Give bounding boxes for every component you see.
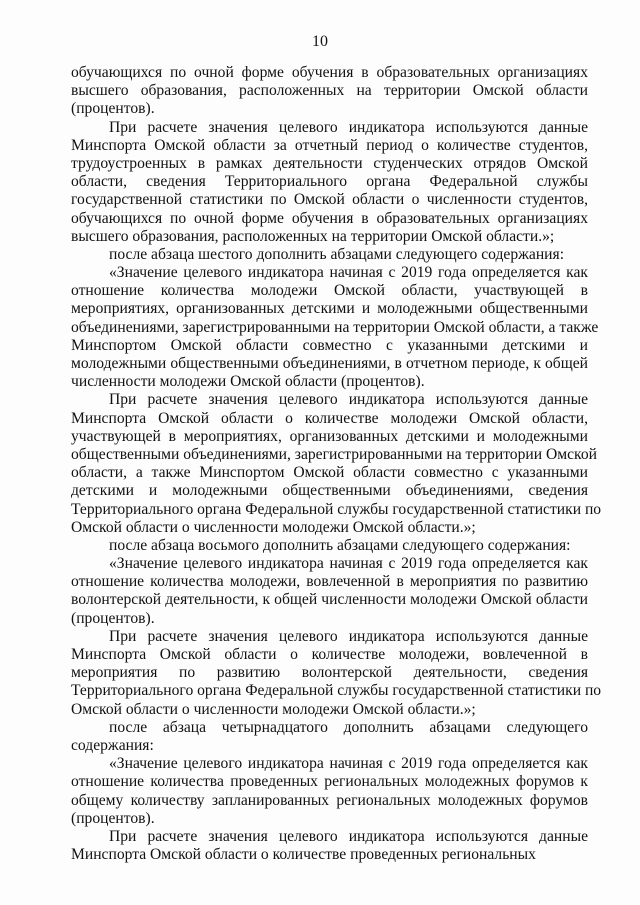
text-line: отношение количества молодежи, вовлеченной в мероприятия по развитию	[71, 573, 588, 591]
text-line: высшего образования, расположенных на территории Омской области	[71, 82, 588, 100]
paragraph	[71, 719, 588, 755]
document-body	[71, 64, 602, 864]
text-line: мероприятия по развитию волонтерской деятельности, сведения	[71, 664, 588, 682]
paragraph	[71, 391, 602, 537]
page-number: 10	[312, 33, 328, 50]
text-line: обучающихся по очной форме обучения в образовательных организациях	[71, 209, 588, 227]
text-line: общественными объединениями, зарегистрированными на территории Омской	[71, 445, 597, 463]
text-line: мероприятиях, организованных детскими и молодежными общественными	[71, 300, 588, 318]
paragraph	[71, 555, 588, 628]
text-line: трудоустроенных в рамках деятельности студенческих отрядов Омской	[71, 154, 588, 172]
text-line: волонтерской деятельности, к общей численности молодежи Омской области	[71, 591, 588, 609]
text-line: При расчете значения целевого индикатора используются данные	[109, 827, 588, 845]
text-line: обучающихся по очной форме обучения в образовательных организациях	[71, 64, 588, 81]
text-line: Омской области о численности молодежи Омской области.»;	[71, 518, 476, 536]
text-line: после абзаца восьмого дополнить абзацами следующего содержания:	[109, 536, 571, 554]
text-line: При расчете значения целевого индикатора используются данные	[109, 627, 588, 645]
text-line: объединениями, зарегистрированными на территории Омской области, а также	[71, 318, 599, 336]
paragraph	[71, 627, 602, 719]
text-line: При расчете значения целевого индикатора используются данные	[109, 118, 588, 136]
text-line: области, а также Минспортом Омской области совместно с указанными	[71, 464, 588, 482]
text-line: Территориального органа Федеральной службы государственной статистики по	[71, 682, 602, 700]
text-line: Омской области о численности молодежи Омской области.»;	[71, 700, 476, 718]
paragraph	[71, 264, 599, 391]
paragraph	[71, 64, 588, 119]
text-line: Минспорта Омской области о количестве молодежи Омской области,	[71, 409, 588, 427]
text-line: (процентов).	[71, 809, 155, 827]
paragraph	[71, 755, 588, 828]
paragraph	[71, 119, 588, 246]
text-line: «Значение целевого индикатора начиная с 2019 года определяется как	[109, 755, 588, 773]
text-line: отношение количества проведенных региональных молодежных форумов к	[71, 773, 588, 791]
text-line: детскими и молодежными общественными объединениями, сведения	[71, 482, 588, 500]
text-line: «Значение целевого индикатора начиная с 2019 года определяется как	[109, 555, 588, 573]
text-line: Минспорта Омской области за отчетный период о количестве студентов,	[71, 136, 588, 154]
text-line: численности молодежи Омской области (процентов).	[71, 373, 425, 391]
text-line: (процентов).	[71, 609, 155, 627]
text-line: (процентов).	[71, 100, 155, 118]
text-line: Территориального органа Федеральной службы государственной статистики по	[71, 500, 602, 518]
text-line: Минспортом Омской области совместно с указанными детскими и	[71, 336, 588, 354]
paragraph	[71, 828, 588, 864]
text-line: области, сведения Территориального органа Федеральной службы	[71, 173, 588, 191]
text-line: после абзаца четырнадцатого дополнить абзацами следующего	[109, 718, 588, 736]
text-line: после абзаца шестого дополнить абзацами следующего содержания:	[109, 245, 565, 263]
text-line: высшего образования, расположенных на территории Омской области.»;	[71, 227, 555, 245]
text-line: молодежными общественными объединениями, в отчетном периоде, к общей	[71, 355, 588, 372]
text-line: «Значение целевого индикатора начиная с 2019 года определяется как	[109, 264, 588, 282]
text-line: Минспорта Омской области о количестве проведенных региональных	[71, 846, 536, 864]
text-line: общему количеству запланированных региональных молодежных форумов	[71, 791, 588, 809]
text-line: Минспорта Омской области о количестве молодежи, вовлеченной в	[71, 646, 588, 663]
paragraph	[71, 537, 588, 555]
text-line: При расчете значения целевого индикатора используются данные	[109, 391, 588, 409]
paragraph	[71, 246, 588, 264]
text-line: государственной статистики по Омской области о численности студентов,	[71, 191, 588, 209]
text-line: участвующей в мероприятиях, организованных детскими и молодежными	[71, 427, 588, 445]
text-line: содержания:	[71, 736, 154, 754]
text-line: отношение количества молодежи Омской области, участвующей в	[71, 282, 588, 300]
